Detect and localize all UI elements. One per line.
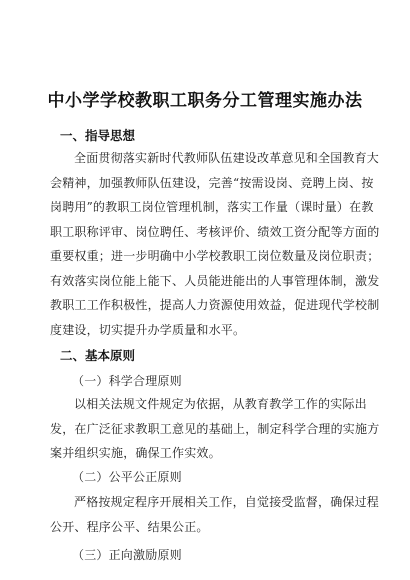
- paragraph-line: 有效落实岗位能上能下、人员能进能出的人事管理体制，激发: [50, 273, 380, 288]
- paragraph-line: 公开、程序公平、结果公正。: [50, 519, 209, 534]
- document-title: 中小学学校教职工职务分工管理实施办法: [47, 91, 363, 111]
- paragraph-line: 严格按规定程序开展相关工作，自觉接受监督，确保过程: [74, 495, 380, 509]
- subsection-paragraph-fairness: [50, 490, 380, 539]
- section-heading-guiding-ideology: 一、指导思想: [60, 128, 136, 143]
- subsection-paragraph-scientific: [50, 392, 380, 466]
- subsection-label-fairness: （二）公平公正原则: [72, 470, 182, 484]
- paragraph-line: 案并组织实施，确保工作实效。: [50, 446, 221, 460]
- paragraph-line: 职工职称评审、岗位聘任、考核评价、绩效工资分配等方面的: [50, 224, 380, 239]
- section-heading-basic-principles: 二、基本原则: [60, 348, 136, 363]
- subsection-label-scientific: （一）科学合理原则: [72, 374, 182, 388]
- paragraph-line: 发，在广泛征求教职工意见的基础上，制定科学合理的实施方: [50, 421, 380, 436]
- paragraph-line: 度建设，切实提升办学质量和水平。: [50, 322, 246, 337]
- paragraph-line: 全面贯彻落实新时代教师队伍建设改革意见和全国教育大: [74, 151, 380, 165]
- paragraph-line: 重要权重；进一步明确中小学校教职工岗位数量及岗位职责；: [50, 249, 380, 263]
- section-paragraph-guiding-ideology: [50, 146, 380, 342]
- paragraph-line: 岗聘用”的教职工岗位管理机制，落实工作量（课时量）在教: [50, 200, 374, 214]
- paragraph-line: 教职工工作积极性，提高人力资源使用效益，促进现代学校制: [50, 298, 380, 312]
- paragraph-line: 以相关法规文件规定为依据，从教育教学工作的实际出: [74, 397, 367, 411]
- subsection-label-incentive: （三）正向激励原则: [72, 548, 182, 562]
- paragraph-line: 会精神，加强教师队伍建设，完善“按需设岗、竞聘上岗、按: [50, 175, 374, 190]
